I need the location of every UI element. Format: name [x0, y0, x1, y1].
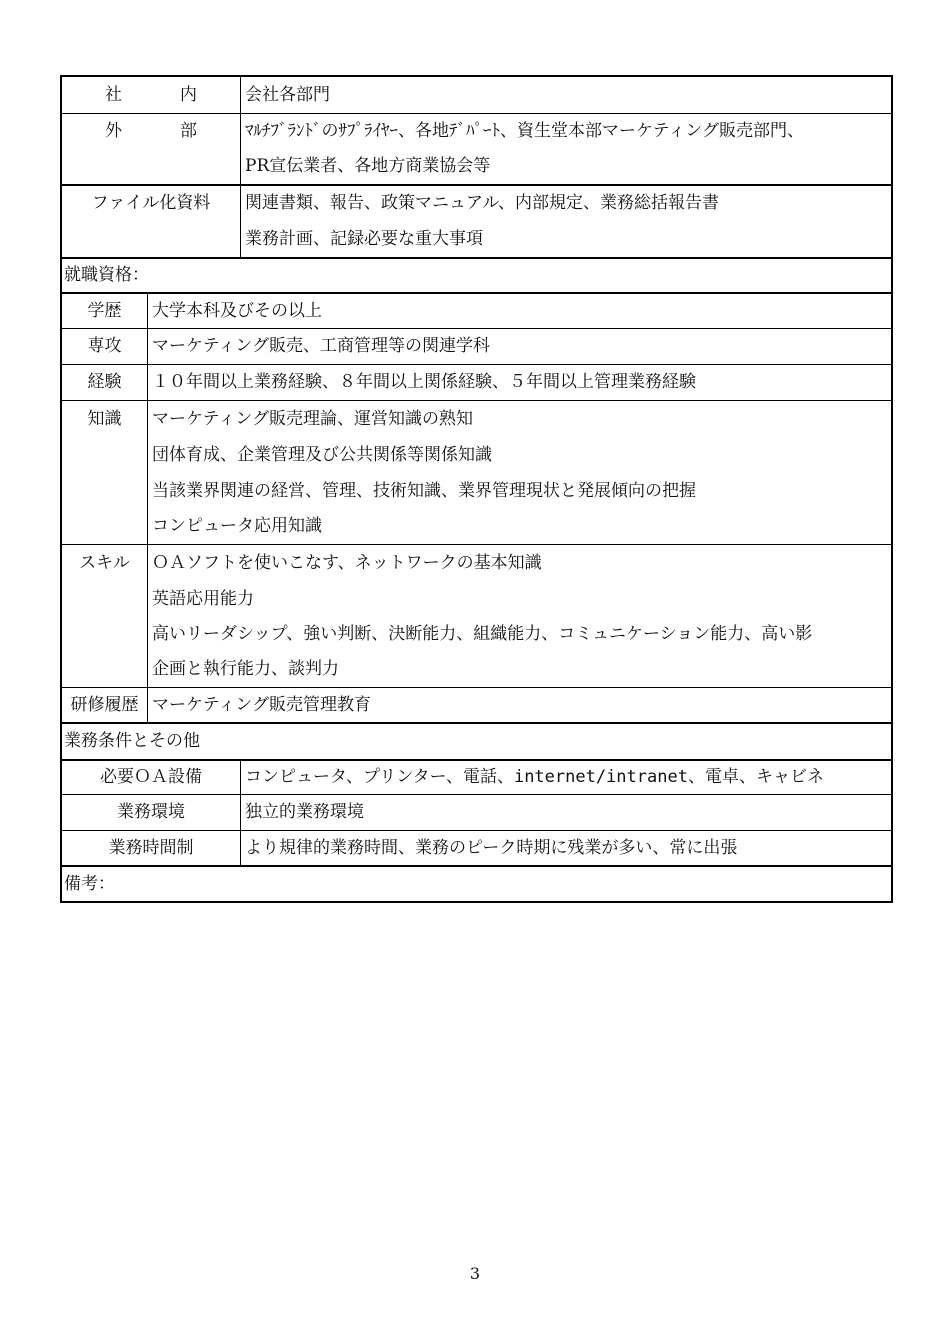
knowledge-line-4: コンピュータ応用知識 [152, 516, 322, 536]
knowledge-line-3: 当該業界関連の経営、管理、技術知識、業界管理現状と発展傾向の把握 [152, 481, 696, 501]
hours-value: より規律的業務時間、業務のピーク時期に残業が多い、常に出張 [245, 838, 738, 858]
education-label: 学歴 [87, 301, 122, 321]
experience-label: 経験 [87, 372, 122, 392]
environment-value: 独立的業務環境 [245, 802, 364, 822]
major-value: マーケティング販売、工商管理等の関連学科 [152, 336, 490, 356]
files-label: ファイル化資料 [91, 193, 211, 213]
knowledge-line-1: マーケティング販売理論、運営知識の熟知 [152, 409, 473, 429]
equipment-value: コンピュータ、プリンター、電話、internet/intranet、電卓、キャビネ [245, 767, 824, 787]
hours-label: 業務時間制 [108, 838, 194, 858]
page-number: 3 [469, 1264, 481, 1283]
environment-label: 業務環境 [117, 802, 185, 822]
training-value: マーケティング販売管理教育 [152, 695, 371, 715]
experience-value: １０年間以上業務経験、８年間以上関係経験、５年間以上管理業務経験 [152, 372, 696, 392]
remarks-heading: 備考： [64, 874, 115, 894]
files-value-line-2: 業務計画、記録必要な重大事項 [245, 229, 483, 249]
equipment-label: 必要ＯＡ設備 [100, 767, 202, 787]
knowledge-label: 知識 [87, 409, 122, 429]
files-value-line-1: 関連書類、報告、政策マニュアル、内部規定、業務総括報告書 [245, 193, 719, 213]
external-value-line-2: PR宣伝業者、各地方商業協会等 [245, 156, 491, 176]
skills-label: スキル [79, 553, 130, 573]
external-label: 外 部 [105, 121, 197, 141]
conditions-heading: 業務条件とその他 [64, 731, 200, 751]
knowledge-line-2: 団体育成、企業管理及び公共関係等関係知識 [152, 445, 492, 465]
job-description-table [60, 75, 893, 903]
education-value: 大学本科及びその以上 [152, 301, 322, 321]
external-value-line-1: ﾏﾙﾁﾌﾞﾗﾝﾄﾞのｻﾌﾟﾗｲﾔｰ、各地ﾃﾞﾊﾟｰﾄ、資生堂本部マーケティング販売部門、 [245, 121, 804, 141]
skills-line-2: 英語応用能力 [152, 589, 254, 609]
training-label: 研修履歴 [70, 695, 139, 715]
skills-line-4: 企画と執行能力、談判力 [152, 659, 339, 679]
skills-line-3: 高いリーダシップ、強い判断、決断能力、組織能力、コミュニケーション能力、高い影 [152, 624, 813, 644]
internal-value: 会社各部門 [245, 85, 330, 105]
qualifications-heading: 就職資格： [64, 265, 149, 285]
major-label: 専攻 [87, 336, 122, 356]
skills-line-1: ＯＡソフトを使いこなす、ネットワークの基本知識 [152, 553, 542, 573]
internal-label: 社 内 [105, 85, 197, 105]
